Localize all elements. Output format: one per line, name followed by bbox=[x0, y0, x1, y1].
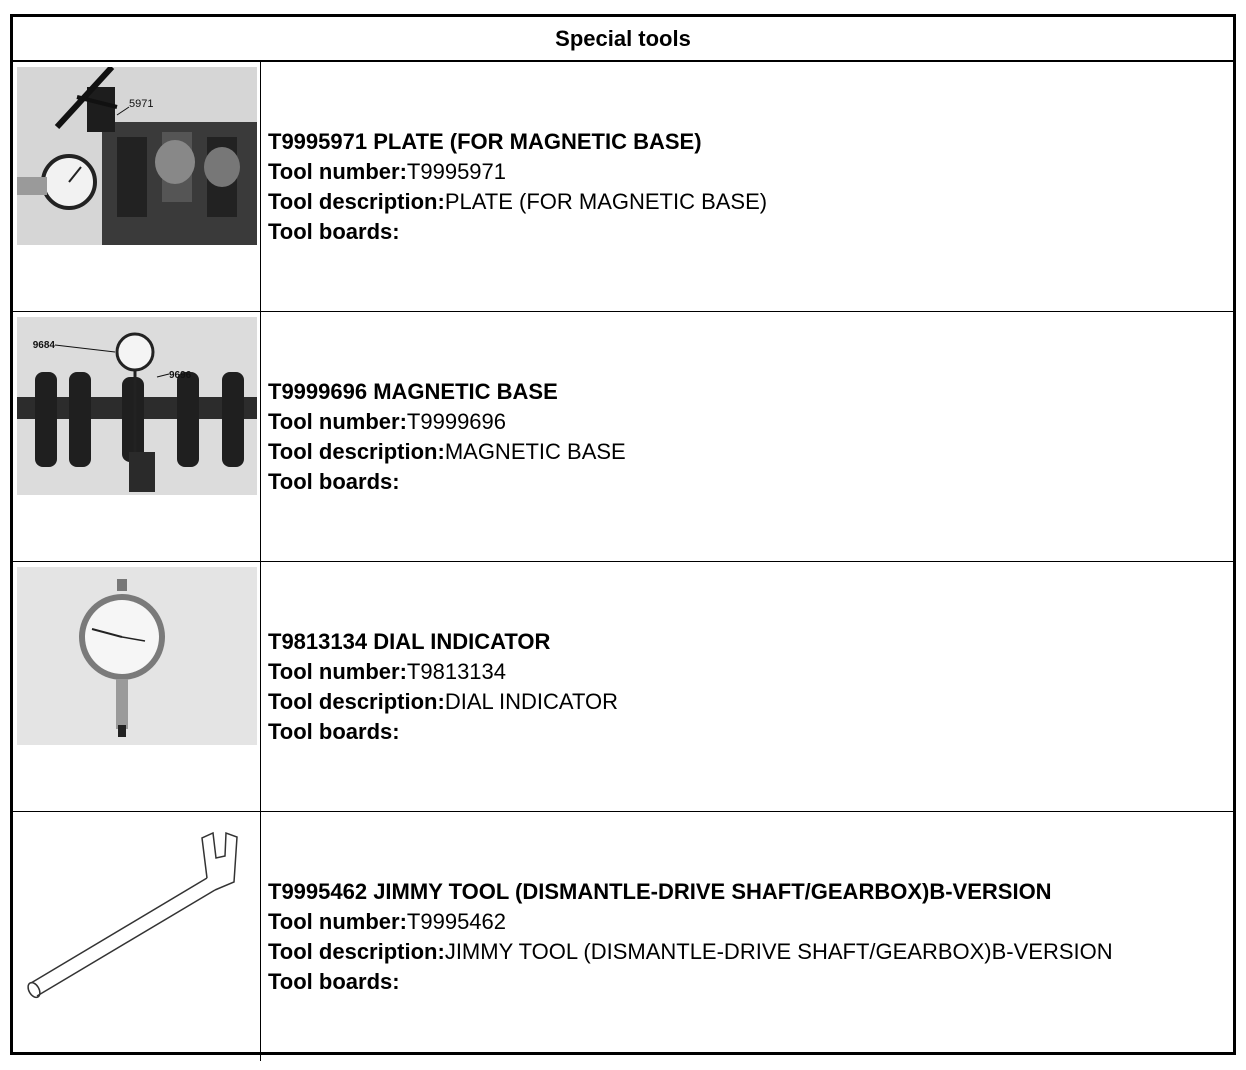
image-cell bbox=[13, 812, 261, 1061]
tool-heading: T9995971 PLATE (FOR MAGNETIC BASE) bbox=[268, 129, 702, 154]
callout-label: 5971 bbox=[129, 98, 154, 110]
tool-boards-label: Tool boards: bbox=[268, 219, 400, 244]
tool-number-value: T9999696 bbox=[406, 409, 507, 434]
table-row bbox=[13, 62, 1233, 312]
tool-number-line bbox=[268, 657, 1231, 687]
tool-details bbox=[268, 877, 1231, 997]
tool-number-label: Tool number: bbox=[268, 659, 407, 684]
table-row bbox=[13, 562, 1233, 812]
tool-boards-label: Tool boards: bbox=[268, 469, 400, 494]
table-row bbox=[13, 312, 1233, 562]
tool-number-line bbox=[268, 407, 1231, 437]
tool-description-label: Tool description: bbox=[268, 939, 445, 964]
tool-number-value: T9813134 bbox=[406, 659, 507, 684]
tool-details bbox=[268, 377, 1231, 497]
tool-details bbox=[268, 127, 1231, 247]
tool-heading: T9999696 MAGNETIC BASE bbox=[268, 379, 558, 404]
callout-label: 9696 bbox=[169, 370, 192, 381]
tool-number-value: T9995971 bbox=[406, 159, 507, 184]
tool-details bbox=[268, 627, 1231, 747]
special-tools-table bbox=[10, 14, 1236, 1055]
callout-label: 9684 bbox=[32, 340, 55, 351]
image-cell bbox=[13, 62, 261, 311]
tool-boards-label: Tool boards: bbox=[268, 969, 400, 994]
image-cell bbox=[13, 312, 261, 561]
tool-description-label: Tool description: bbox=[268, 439, 445, 464]
tool-heading: T9995462 JIMMY TOOL (DISMANTLE-DRIVE SHAFT/GEARBOX)B-VERSION bbox=[268, 879, 1052, 904]
tool-description-value: MAGNETIC BASE bbox=[444, 439, 626, 464]
tool-number-line bbox=[268, 907, 1231, 937]
tool-photo-engine-block bbox=[17, 67, 257, 245]
tool-number-line bbox=[268, 157, 1231, 187]
tool-heading: T9813134 DIAL INDICATOR bbox=[268, 629, 551, 654]
tool-number-label: Tool number: bbox=[268, 159, 407, 184]
table-title: Special tools bbox=[13, 17, 1233, 62]
tool-description-value: PLATE (FOR MAGNETIC BASE) bbox=[444, 189, 768, 214]
tool-boards-label: Tool boards: bbox=[268, 719, 400, 744]
tool-number-value: T9995462 bbox=[406, 909, 507, 934]
tool-photo-dial-indicator bbox=[17, 567, 257, 745]
tool-description-line bbox=[268, 437, 1231, 467]
tool-description-label: Tool description: bbox=[268, 689, 445, 714]
table-row bbox=[13, 812, 1233, 1061]
tool-description-label: Tool description: bbox=[268, 189, 445, 214]
tool-description-line bbox=[268, 937, 1231, 967]
tool-drawing-jimmy-tool bbox=[19, 820, 251, 1002]
tool-number-label: Tool number: bbox=[268, 409, 407, 434]
image-cell bbox=[13, 562, 261, 811]
tool-description-line bbox=[268, 687, 1231, 717]
tool-number-label: Tool number: bbox=[268, 909, 407, 934]
tool-description-value: JIMMY TOOL (DISMANTLE-DRIVE SHAFT/GEARBOX)B-VERSION bbox=[444, 939, 1113, 964]
tool-description-line bbox=[268, 187, 1231, 217]
tool-description-value: DIAL INDICATOR bbox=[444, 689, 618, 714]
tool-photo-crankshaft bbox=[17, 317, 257, 495]
